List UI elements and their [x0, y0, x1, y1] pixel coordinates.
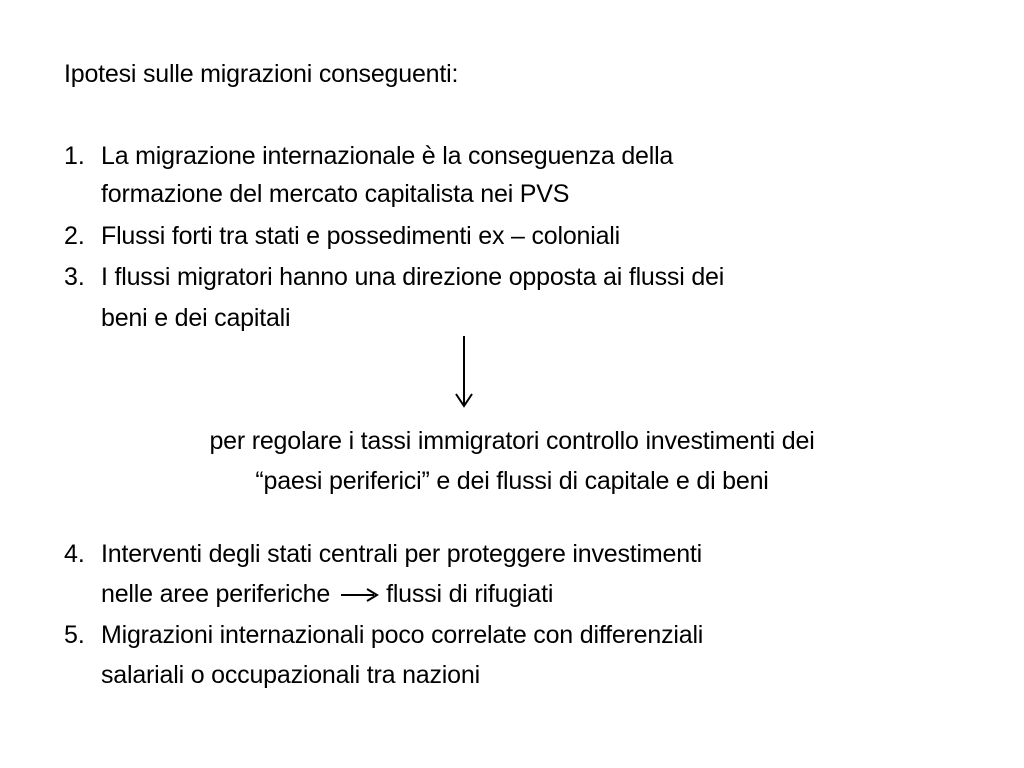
item-3-line-2: beni e dei capitali [101, 304, 291, 332]
item-5-line-1: Migrazioni internazionali poco correlate con differenziali [101, 621, 704, 649]
item-number-5: 5. [64, 621, 85, 649]
item-1-line-1: La migrazione internazionale è la conseguenza della [101, 142, 674, 170]
arrow-right-icon [340, 587, 380, 603]
consequence-line-2: “paesi periferici” e dei flussi di capitale e di beni [255, 467, 769, 495]
item-4-line-2-text: nelle aree periferiche [101, 580, 331, 608]
item-1-line-2: formazione del mercato capitalista nei PVS [101, 180, 570, 208]
item-number-3: 3. [64, 263, 85, 291]
item-5-line-2: salariali o occupazionali tra nazioni [101, 661, 480, 689]
item-4-line-2 [101, 576, 553, 612]
item-2-line-1: Flussi forti tra stati e possedimenti ex – coloniali [101, 222, 620, 250]
item-3-line-1: I flussi migratori hanno una direzione opposta ai flussi dei [101, 263, 725, 291]
consequence-line-1: per regolare i tassi immigratori controllo investimenti dei [209, 427, 815, 455]
item-4-line-2-result: flussi di rifugiati [386, 580, 554, 608]
arrow-down-icon [452, 334, 476, 410]
item-number-2: 2. [64, 222, 85, 250]
item-4-line-1: Interventi degli stati centrali per proteggere investimenti [101, 540, 703, 568]
item-number-1: 1. [64, 142, 85, 170]
slide-heading: Ipotesi sulle migrazioni conseguenti: [64, 60, 459, 88]
item-number-4: 4. [64, 540, 85, 568]
